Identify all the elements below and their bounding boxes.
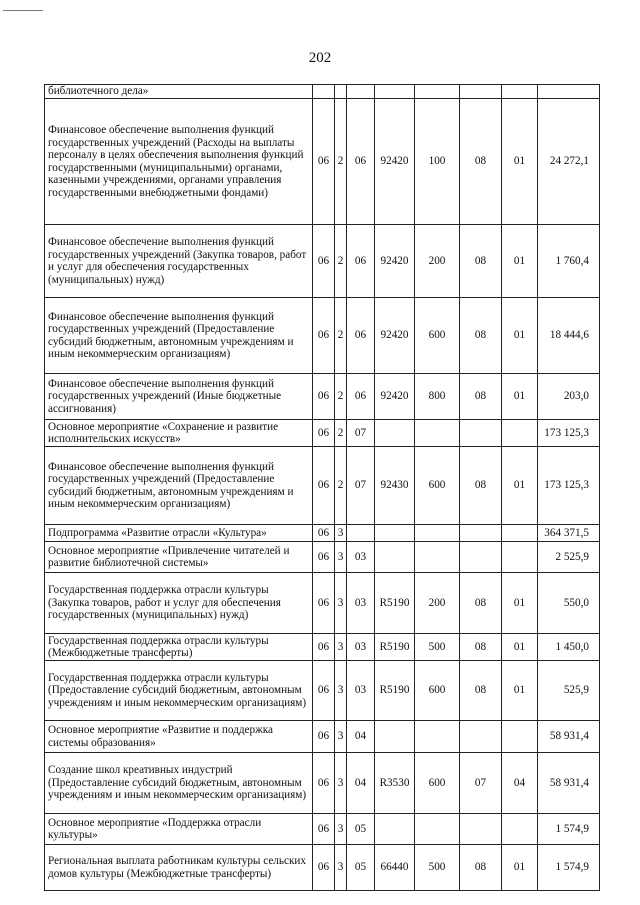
row-code-c6 — [460, 721, 502, 753]
row-name: Государственная поддержка отрасли культуры (Закупка товаров, работ и услуг для обеспечения государственных (муниципальных) нужд) — [45, 573, 313, 634]
row-code-c5 — [415, 721, 460, 753]
row-code-c3: 06 — [347, 374, 375, 420]
row-code-c2: 3 — [335, 753, 347, 814]
row-code-c1: 06 — [313, 420, 335, 447]
row-code-c5: 500 — [415, 634, 460, 661]
table-row — [45, 573, 600, 634]
page-number: 202 — [308, 50, 332, 66]
row-name: Основное мероприятие «Развитие и поддержка системы образования» — [45, 721, 313, 753]
row-code-c4: 92420 — [375, 99, 415, 225]
row-code-c1: 06 — [313, 525, 335, 542]
row-code-c2: 3 — [335, 634, 347, 661]
row-code-c4: R5190 — [375, 661, 415, 721]
row-code-c1: 06 — [313, 225, 335, 298]
row-code-c6: 08 — [460, 374, 502, 420]
row-code-c7: 01 — [502, 447, 538, 525]
row-code-c3: 07 — [347, 420, 375, 447]
row-code-c3: 06 — [347, 298, 375, 374]
row-code-c2: 3 — [335, 845, 347, 891]
row-code-c7: 01 — [502, 661, 538, 721]
row-code-c5: 500 — [415, 845, 460, 891]
row-amount — [538, 85, 600, 99]
row-code-c3: 03 — [347, 634, 375, 661]
row-code-c7: 04 — [502, 753, 538, 814]
row-name: Государственная поддержка отрасли культуры (Предоставление субсидий бюджетным, автономным учреждениям и иным некоммерческим организациям) — [45, 661, 313, 721]
row-code-c1: 06 — [313, 814, 335, 845]
row-name: Финансовое обеспечение выполнения функций государственных учреждений (Расходы на выплаты персоналу в целях обеспечения выполнения функций государственными (муниципальными) органами, казенными учреждениями, органами управления государственными внебюджетными фондами) — [45, 99, 313, 225]
row-code-c7: 01 — [502, 298, 538, 374]
row-code-c2: 2 — [335, 447, 347, 525]
row-code-c1: 06 — [313, 99, 335, 225]
table-row — [45, 447, 600, 525]
row-code-c4: 92420 — [375, 374, 415, 420]
table-row — [45, 634, 600, 661]
table-row — [45, 225, 600, 298]
row-code-c5: 600 — [415, 753, 460, 814]
row-code-c4 — [375, 85, 415, 99]
row-code-c6: 08 — [460, 573, 502, 634]
row-code-c5: 600 — [415, 661, 460, 721]
row-code-c4 — [375, 542, 415, 573]
row-code-c2: 2 — [335, 298, 347, 374]
row-code-c2: 3 — [335, 661, 347, 721]
row-name: Финансовое обеспечение выполнения функций государственных учреждений (Закупка товаров, работ и услуг для обеспечения государственных (муниципальных) нужд) — [45, 225, 313, 298]
table-row — [45, 85, 600, 99]
row-code-c6: 08 — [460, 225, 502, 298]
row-code-c2: 2 — [335, 225, 347, 298]
row-code-c2: 3 — [335, 814, 347, 845]
row-code-c6 — [460, 814, 502, 845]
row-amount: 173 125,3 — [538, 420, 600, 447]
row-code-c2: 3 — [335, 573, 347, 634]
row-amount: 2 525,9 — [538, 542, 600, 573]
row-amount: 58 931,4 — [538, 721, 600, 753]
row-code-c7: 01 — [502, 845, 538, 891]
row-code-c1: 06 — [313, 661, 335, 721]
budget-table-body — [45, 85, 600, 891]
row-code-c3: 07 — [347, 447, 375, 525]
row-code-c1: 06 — [313, 753, 335, 814]
row-code-c6 — [460, 525, 502, 542]
row-amount: 550,0 — [538, 573, 600, 634]
row-code-c6: 08 — [460, 99, 502, 225]
row-code-c4: R5190 — [375, 634, 415, 661]
scan-corner-mark — [3, 2, 43, 11]
table-row — [45, 721, 600, 753]
row-amount: 58 931,4 — [538, 753, 600, 814]
row-code-c5: 100 — [415, 99, 460, 225]
row-code-c1: 06 — [313, 721, 335, 753]
row-code-c1: 06 — [313, 573, 335, 634]
row-code-c5 — [415, 420, 460, 447]
row-code-c6: 08 — [460, 661, 502, 721]
row-code-c1: 06 — [313, 374, 335, 420]
row-name: Создание школ креативных индустрий (Предоставление субсидий бюджетным, автономным учреждениям и иным некоммерческим организациям) — [45, 753, 313, 814]
row-name: Финансовое обеспечение выполнения функций государственных учреждений (Предоставление субсидий бюджетным, автономным учреждениям и иным некоммерческим организациям) — [45, 298, 313, 374]
row-code-c1: 06 — [313, 845, 335, 891]
row-code-c7 — [502, 814, 538, 845]
row-amount: 18 444,6 — [538, 298, 600, 374]
row-amount: 173 125,3 — [538, 447, 600, 525]
row-code-c5 — [415, 814, 460, 845]
table-row — [45, 99, 600, 225]
row-code-c2: 2 — [335, 374, 347, 420]
row-amount: 203,0 — [538, 374, 600, 420]
row-code-c3 — [347, 85, 375, 99]
row-name: Финансовое обеспечение выполнения функций государственных учреждений (Иные бюджетные ассигнования) — [45, 374, 313, 420]
row-amount: 1 760,4 — [538, 225, 600, 298]
row-code-c3: 03 — [347, 573, 375, 634]
row-code-c3 — [347, 525, 375, 542]
row-name: Основное мероприятие «Сохранение и развитие исполнительских искусств» — [45, 420, 313, 447]
row-code-c7 — [502, 85, 538, 99]
row-code-c7: 01 — [502, 225, 538, 298]
row-code-c3: 05 — [347, 814, 375, 845]
row-code-c7 — [502, 525, 538, 542]
row-code-c6 — [460, 85, 502, 99]
row-code-c6 — [460, 542, 502, 573]
row-amount: 24 272,1 — [538, 99, 600, 225]
row-code-c3: 03 — [347, 542, 375, 573]
row-code-c2: 3 — [335, 542, 347, 573]
table-row — [45, 814, 600, 845]
table-row — [45, 374, 600, 420]
row-code-c1 — [313, 85, 335, 99]
row-code-c7: 01 — [502, 573, 538, 634]
row-code-c5 — [415, 525, 460, 542]
row-code-c3: 06 — [347, 225, 375, 298]
row-code-c4 — [375, 814, 415, 845]
row-name: Финансовое обеспечение выполнения функций государственных учреждений (Предоставление субсидий бюджетным, автономным учреждениям и иным некоммерческим организациям) — [45, 447, 313, 525]
row-name: библиотечного дела» — [45, 85, 313, 99]
row-code-c1: 06 — [313, 542, 335, 573]
row-code-c1: 06 — [313, 634, 335, 661]
row-code-c2: 2 — [335, 99, 347, 225]
row-code-c4 — [375, 721, 415, 753]
row-amount: 364 371,5 — [538, 525, 600, 542]
table-row — [45, 525, 600, 542]
row-amount: 1 574,9 — [538, 814, 600, 845]
row-code-c7 — [502, 542, 538, 573]
row-name: Основное мероприятие «Поддержка отрасли культуры» — [45, 814, 313, 845]
row-name: Подпрограмма «Развитие отрасли «Культура» — [45, 525, 313, 542]
row-amount: 1 574,9 — [538, 845, 600, 891]
table-row — [45, 753, 600, 814]
row-code-c7: 01 — [502, 634, 538, 661]
row-code-c4: R3530 — [375, 753, 415, 814]
row-code-c7: 01 — [502, 374, 538, 420]
row-code-c5 — [415, 542, 460, 573]
row-code-c6: 08 — [460, 845, 502, 891]
row-code-c1: 06 — [313, 298, 335, 374]
row-name: Региональная выплата работникам культуры сельских домов культуры (Межбюджетные трансферты) — [45, 845, 313, 891]
row-code-c6: 08 — [460, 447, 502, 525]
table-row — [45, 542, 600, 573]
row-name: Государственная поддержка отрасли культуры (Межбюджетные трансферты) — [45, 634, 313, 661]
row-code-c2 — [335, 85, 347, 99]
row-code-c7 — [502, 721, 538, 753]
row-code-c6: 07 — [460, 753, 502, 814]
row-code-c3: 04 — [347, 721, 375, 753]
row-code-c6 — [460, 420, 502, 447]
row-amount: 1 450,0 — [538, 634, 600, 661]
row-code-c2: 3 — [335, 525, 347, 542]
table-row — [45, 420, 600, 447]
budget-table — [44, 84, 600, 891]
row-code-c4 — [375, 420, 415, 447]
row-name: Основное мероприятие «Привлечение читателей и развитие библиотечной системы» — [45, 542, 313, 573]
row-code-c2: 3 — [335, 721, 347, 753]
row-code-c4: 92420 — [375, 225, 415, 298]
row-code-c4 — [375, 525, 415, 542]
row-code-c5 — [415, 85, 460, 99]
row-code-c6: 08 — [460, 634, 502, 661]
row-code-c1: 06 — [313, 447, 335, 525]
table-row — [45, 298, 600, 374]
row-code-c3: 04 — [347, 753, 375, 814]
table-row — [45, 661, 600, 721]
row-code-c6: 08 — [460, 298, 502, 374]
row-code-c5: 600 — [415, 298, 460, 374]
table-row — [45, 845, 600, 891]
row-amount: 525,9 — [538, 661, 600, 721]
row-code-c2: 2 — [335, 420, 347, 447]
row-code-c3: 05 — [347, 845, 375, 891]
row-code-c4: 92430 — [375, 447, 415, 525]
row-code-c4: R5190 — [375, 573, 415, 634]
row-code-c3: 03 — [347, 661, 375, 721]
row-code-c5: 200 — [415, 573, 460, 634]
row-code-c3: 06 — [347, 99, 375, 225]
row-code-c5: 600 — [415, 447, 460, 525]
row-code-c7: 01 — [502, 99, 538, 225]
row-code-c5: 200 — [415, 225, 460, 298]
row-code-c5: 800 — [415, 374, 460, 420]
row-code-c4: 92420 — [375, 298, 415, 374]
row-code-c7 — [502, 420, 538, 447]
row-code-c4: 66440 — [375, 845, 415, 891]
